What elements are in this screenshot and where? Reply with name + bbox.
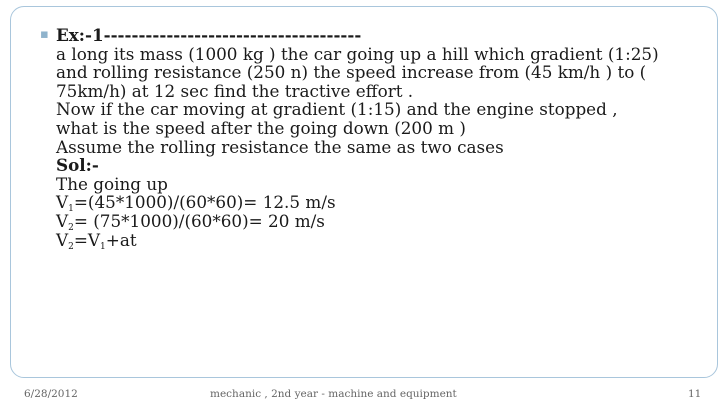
footer-date: 6/28/2012 — [24, 388, 78, 400]
heading-line — [40, 26, 690, 45]
solution-heading-line — [40, 156, 690, 175]
problem-line: 75km/h) at 12 sec find the tractive effort . — [56, 80, 414, 101]
problem-line: what is the speed after the going down (200 m ) — [56, 117, 466, 138]
equation-v2-v1-at: $V_2=V_1+at$ — [56, 229, 137, 252]
problem-line: and rolling resistance (250 n) the speed increase from (45 km/h ) to ( — [56, 62, 647, 83]
slide-body — [40, 25, 690, 252]
problem-line: Now if the car moving at gradient (1:15) and the engine stopped , — [56, 99, 618, 120]
going-up-line: The going up — [56, 173, 168, 194]
page-number: 11 — [688, 388, 702, 400]
equation-v1: $V_1=(45*1000)/(60*60)= 12.5$ m/s — [56, 192, 336, 215]
equation-v2: $V_2= (75*1000)/(60*60)= 20$ m/s — [56, 210, 325, 233]
problem-line: Assume the rolling resistance the same as two cases — [56, 136, 504, 157]
example-heading: Ex:-1------------------------------------- — [56, 25, 362, 45]
problem-line: a long its mass (1000 kg ) the car going up a hill which gradient (1:25) — [56, 43, 659, 64]
footer-title: mechanic , 2nd year - machine and equipment — [210, 388, 457, 400]
bullet-icon: ▪ — [40, 27, 49, 42]
solution-heading: Sol:- — [56, 155, 99, 176]
